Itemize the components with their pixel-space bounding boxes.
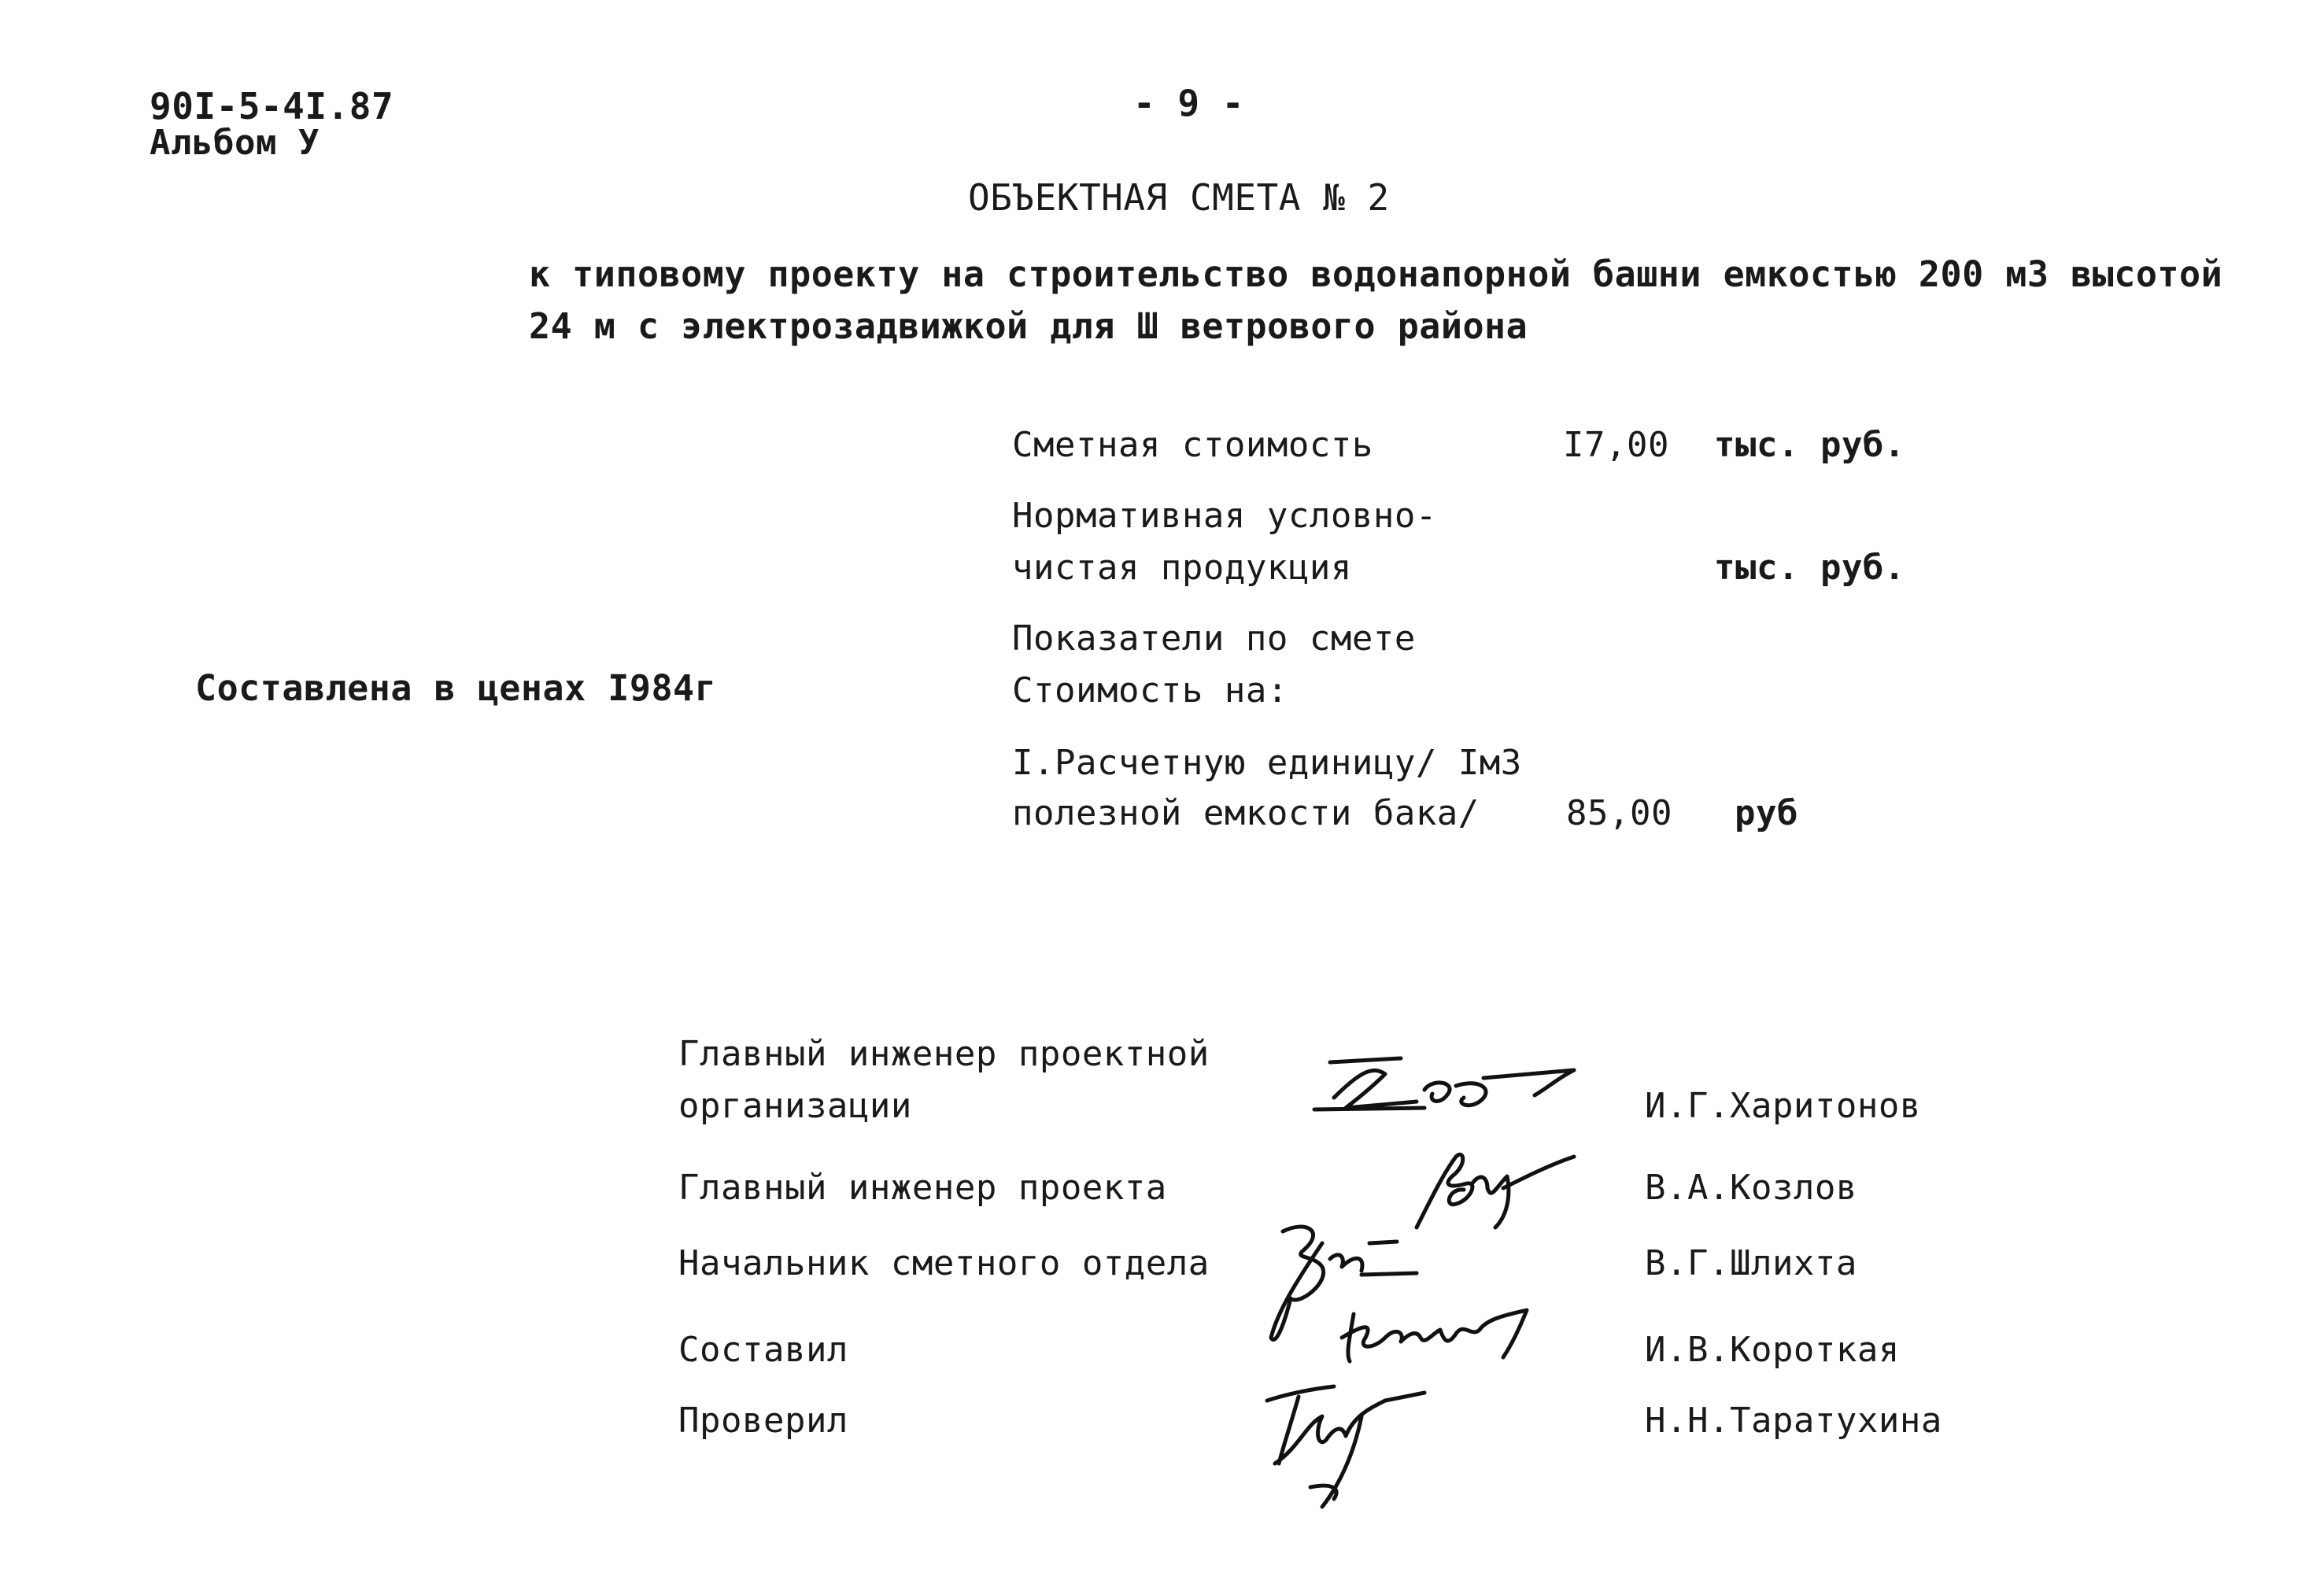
normative-unit: тыс. руб.	[1714, 548, 1905, 588]
signature-korotkaya	[1330, 1290, 1550, 1369]
signature-kharitonov	[1299, 1047, 1598, 1125]
cost-per-label: Стоимость на:	[1012, 670, 1288, 711]
normative-label-line-1: Нормативная условно-	[1012, 496, 1437, 536]
unit-value: 85,00	[1566, 793, 1672, 833]
role-compiled-by: Составил	[678, 1330, 848, 1370]
unit-label-line-1: I.Расчетную единицу/ IмЗ	[1012, 743, 1522, 783]
unit-label-line-2: полезной емкости бака/	[1012, 793, 1480, 833]
estimated-cost-value: I7,00	[1563, 425, 1669, 465]
estimated-cost-unit: тыс. руб.	[1714, 425, 1905, 465]
subtitle-line-1: к типовому проекту на строительство водонапорной башни емкостью 200 мЗ высотой	[529, 253, 2223, 295]
indicators-label: Показатели по смете	[1012, 618, 1416, 659]
name-taratukhina: Н.Н.Таратухина	[1645, 1401, 1942, 1441]
role-head-estimate-dept: Начальник сметного отдела	[678, 1243, 1210, 1283]
role-chief-engineer-org-line-2: организации	[678, 1086, 912, 1126]
album-label: Альбом У	[150, 123, 320, 163]
signature-taratukhina	[1243, 1369, 1432, 1511]
name-shlikhta: В.Г.Шлихта	[1645, 1243, 1857, 1283]
normative-label-line-2: чистая продукция	[1012, 548, 1352, 588]
prices-note: Составлена в ценах I984г	[195, 667, 717, 709]
document-title: ОБЪЕКТНАЯ СМЕТА № 2	[968, 176, 1390, 219]
document-code: 90I-5-4I.87	[150, 85, 394, 127]
role-chief-engineer-org-line-1: Главный инженер проектной	[678, 1034, 1210, 1074]
role-checked-by: Проверил	[678, 1401, 848, 1441]
subtitle-line-2: 24 м с электрозадвижкой для Ш ветрового района	[529, 305, 1528, 347]
role-chief-engineer-project: Главный инженер проекта	[678, 1168, 1167, 1208]
page-number: - 9 -	[1133, 82, 1244, 124]
unit-unit: руб	[1735, 793, 1798, 833]
name-korotkaya: И.В.Короткая	[1645, 1330, 1900, 1370]
estimated-cost-label: Сметная стоимость	[1012, 425, 1373, 465]
name-kharitonov: И.Г.Харитонов	[1645, 1086, 1921, 1126]
name-kozlov: В.А.Козлов	[1645, 1168, 1857, 1208]
